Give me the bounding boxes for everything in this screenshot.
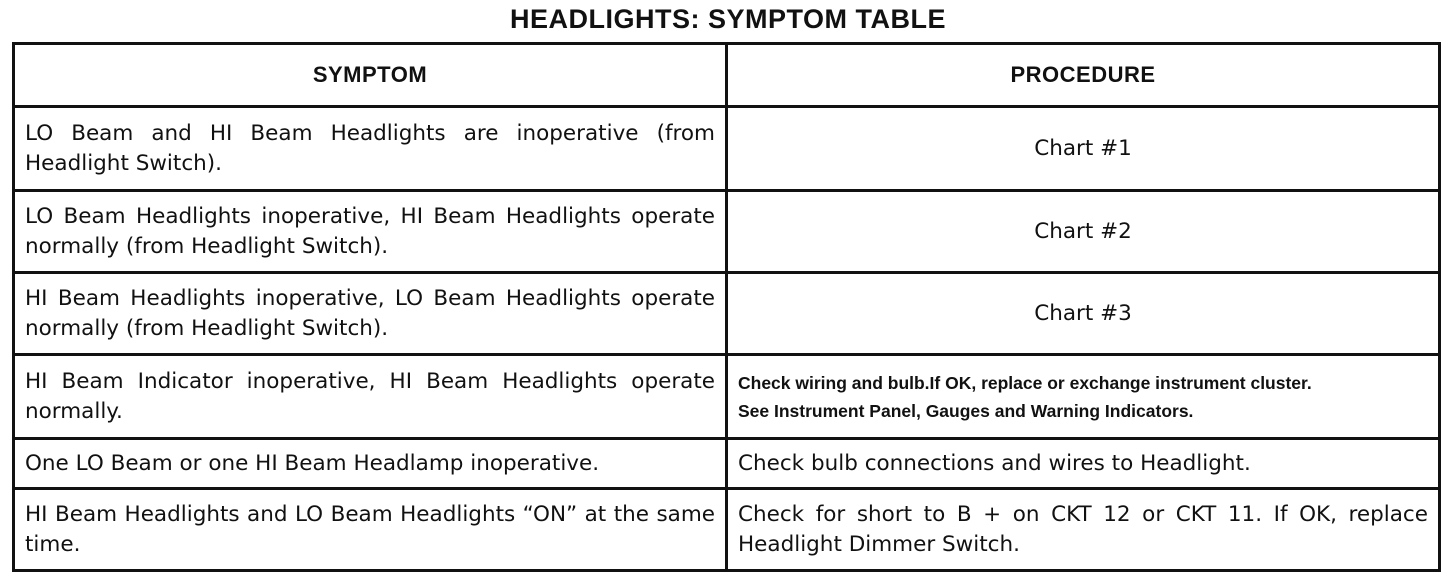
symptom-cell: LO Beam and HI Beam Headlights are inoperative (from Headlight Switch). (14, 107, 727, 191)
table-row (14, 489, 1440, 571)
procedure-cell: Chart #2 (727, 191, 1440, 273)
symptom-table (12, 42, 1441, 572)
symptom-cell: LO Beam Headlights inoperative, HI Beam Headlights operate normally (from Headlight Switch). (14, 191, 727, 273)
procedure-cell: Chart #1 (727, 107, 1440, 191)
table-row (14, 439, 1440, 489)
symptom-cell: One LO Beam or one HI Beam Headlamp inoperative. (14, 439, 727, 489)
table-row (14, 355, 1440, 439)
procedure-column-header: PROCEDURE (727, 44, 1440, 107)
table-row (14, 107, 1440, 191)
procedure-cell: Check bulb connections and wires to Headlight. (727, 439, 1440, 489)
symptom-cell: HI Beam Indicator inoperative, HI Beam Headlights operate normally. (14, 355, 727, 439)
symptom-cell: HI Beam Headlights and LO Beam Headlights “ON” at the same time. (14, 489, 727, 571)
table-row (14, 273, 1440, 355)
symptom-column-header: SYMPTOM (14, 44, 727, 107)
procedure-cell: Check for short to B + on CKT 12 or CKT 11. If OK, replace Headlight Dimmer Switch. (727, 489, 1440, 571)
page-title: HEADLIGHTS: SYMPTOM TABLE (510, 4, 946, 34)
symptom-cell: HI Beam Headlights inoperative, LO Beam Headlights operate normally (from Headlight Switch). (14, 273, 727, 355)
table-header-row (14, 44, 1440, 107)
procedure-line: See Instrument Panel, Gauges and Warning Indicators. (738, 400, 1194, 421)
table-row (14, 191, 1440, 273)
procedure-cell (727, 355, 1440, 439)
procedure-line: Check wiring and bulb.If OK, replace or exchange instrument cluster. (738, 372, 1312, 393)
procedure-cell: Chart #3 (727, 273, 1440, 355)
